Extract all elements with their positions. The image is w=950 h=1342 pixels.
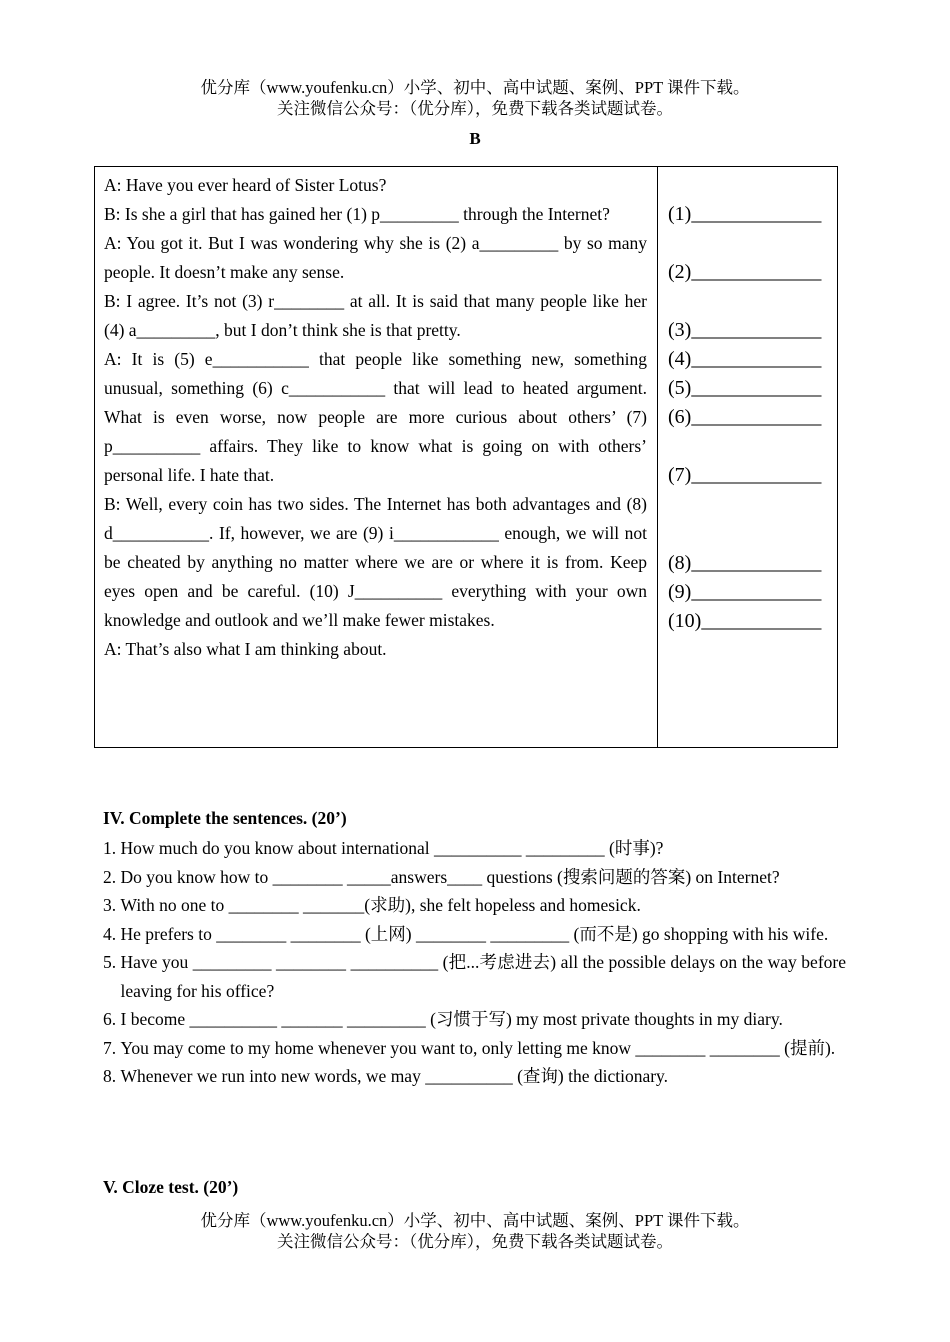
- dialogue-line: B: Is she a girl that has gained her (1) p_________ through the Internet?: [104, 204, 610, 224]
- answer-blank-4[interactable]: (4)_____________: [668, 348, 822, 370]
- dialogue-line: A: It is (5) e___________ that people like something new, something unusual, something (6) c___________ that will lead to heated argument. What is even worse, now people are more curious about others’ (7) p__________ affairs. They like to know what is going on with others’ personal life. I hate that.: [104, 349, 647, 485]
- item-text: With no one to ________ _______(求助), she felt hopeless and homesick.: [120, 895, 641, 915]
- item-text: How much do you know about international __________ _________ (时事)?: [120, 838, 664, 858]
- item-number: 3.: [103, 895, 121, 915]
- item-number: 2.: [103, 866, 121, 887]
- sentence-item: [103, 1034, 846, 1063]
- sentence-item: [103, 1005, 846, 1034]
- item-text: Do you know how to ________ _____answers____ questions (搜索问题的答案) on Internet?: [120, 866, 780, 887]
- sentence-list: [103, 834, 846, 1091]
- answer-blank-1[interactable]: (1)_____________: [668, 203, 822, 225]
- item-number: 6.: [103, 1009, 121, 1029]
- item-text: He prefers to ________ ________ (上网) ________ _________ (而不是) go shopping with his wife.: [120, 923, 829, 944]
- answer-blank-7[interactable]: (7)_____________: [668, 464, 822, 486]
- dialogue-line: B: I agree. It’s not (3) r________ at all. It is said that many people like her (4) a_________, but I don’t think she is that pretty.: [104, 291, 647, 340]
- item-text: Have you _________ ________ __________ (把...考虑进去) all the possible delays on the way before leaving for his office?: [120, 952, 846, 1001]
- table-divider: [657, 167, 658, 747]
- footer-line-1: 优分库（www.youfenku.cn）小学、初中、高中试题、案例、PPT 课件下载。: [200, 1211, 750, 1230]
- dialogue-line: A: That’s also what I am thinking about.: [104, 639, 387, 659]
- dialogue-line: A: Have you ever heard of Sister Lotus?: [104, 175, 387, 195]
- item-number: 7.: [103, 1037, 121, 1058]
- dialogue-table: [94, 166, 838, 748]
- dialogue-line: B: Well, every coin has two sides. The Internet has both advantages and (8) d___________. If, however, we are (9) i____________ enough, we will not be cheated by anything no matter where we are or where it is from. Keep eyes open and be careful. (10) J__________ everything with your own knowledge and outlook and we’ll make fewer mistakes.: [104, 494, 647, 630]
- answer-blank-10[interactable]: (10)____________: [668, 610, 822, 632]
- footer-line-2: 关注微信公众号：（优分库），免费下载各类试题试卷。: [277, 1232, 673, 1251]
- section-iv-title: IV. Complete the sentences. (20’): [103, 808, 347, 828]
- item-text: You may come to my home whenever you want to, only letting me know ________ ________ (提前).: [120, 1037, 836, 1058]
- item-number: 8.: [103, 1066, 121, 1086]
- item-number: 1.: [103, 838, 121, 858]
- section-v-title: V. Cloze test. (20’): [103, 1177, 239, 1197]
- answer-blank-2[interactable]: (2)_____________: [668, 261, 822, 283]
- sentence-item: [103, 863, 846, 892]
- sentence-item: [103, 920, 846, 949]
- item-text: I become __________ _______ _________ (习惯于写) my most private thoughts in my diary.: [120, 1009, 783, 1029]
- item-number: 4.: [103, 923, 121, 944]
- answer-blank-6[interactable]: (6)_____________: [668, 406, 822, 428]
- answer-blank-9[interactable]: (9)_____________: [668, 581, 822, 603]
- answer-blank-8[interactable]: (8)_____________: [668, 552, 822, 574]
- sentence-item: [103, 834, 846, 863]
- item-text: Whenever we run into new words, we may __________ (查询) the dictionary.: [120, 1066, 669, 1086]
- item-number: 5.: [103, 952, 121, 972]
- sentence-item: [103, 948, 846, 1005]
- dialogue-line: A: You got it. But I was wondering why she is (2) a_________ by so many people. It doesn’t make any sense.: [104, 233, 647, 282]
- header-line-2: 关注微信公众号：（优分库），免费下载各类试题试卷。: [277, 99, 673, 118]
- section-b-title: B: [469, 129, 481, 148]
- header-line-1: 优分库（www.youfenku.cn）小学、初中、高中试题、案例、PPT 课件下载。: [200, 78, 750, 97]
- answer-blank-3[interactable]: (3)_____________: [668, 319, 822, 341]
- sentence-item: [103, 891, 846, 920]
- sentence-item: [103, 1062, 846, 1091]
- page-footer: [0, 1210, 950, 1252]
- page-header: [0, 77, 950, 119]
- answer-blank-5[interactable]: (5)_____________: [668, 377, 822, 399]
- dialogue-text: [104, 171, 647, 664]
